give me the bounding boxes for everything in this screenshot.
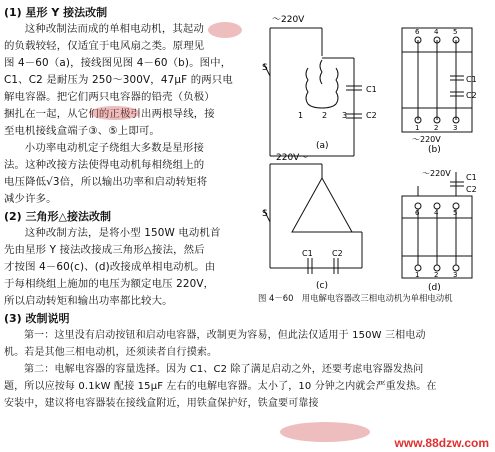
terminal-number: 6 — [415, 28, 420, 36]
watermark-text: www.88dzw.com — [394, 436, 489, 450]
terminal-number: 4 — [434, 209, 439, 217]
stain-mark — [280, 422, 370, 442]
section2-line: 所以启动转矩和输出功率都比较大。 — [4, 295, 173, 307]
winding-number: 3 — [342, 111, 348, 120]
section2-line: 先由星形 Y 接法改接成三角形△接法，然后 — [4, 244, 205, 256]
terminal-number: 1 — [415, 124, 420, 132]
left-column — [4, 4, 262, 310]
section1-line: 解电容器。把它们两只电容器的铅壳（负极） — [4, 91, 215, 103]
figure-label-c: (c) — [316, 281, 328, 291]
figure-caption: 图 4－60 用电解电容器改三相电动机为单相电动机 — [258, 293, 453, 303]
stain-mark — [90, 106, 140, 120]
capacitor-label-c2-b: C2 — [466, 91, 477, 100]
winding-number: 1 — [298, 111, 304, 120]
voltage-label-d: ～220V — [422, 169, 451, 178]
figure-label-b: (b) — [428, 145, 441, 155]
section1-line: C1、C2 是耐压为 250～300V，47μF 的两只电 — [4, 74, 233, 86]
terminal-number: 2 — [434, 124, 439, 132]
terminal-number: 2 — [434, 271, 439, 279]
terminal-number: 3 — [453, 271, 458, 279]
terminal-number: 1 — [415, 271, 420, 279]
circuit-diagrams — [262, 6, 494, 292]
section1-heading: (1) 星形 Y 接法改制 — [4, 6, 108, 19]
section3-line: 第二：电解电容器的容量选择。因为 C1、C2 除了满足启动之外，还要考虑电容器发热问 — [24, 364, 424, 375]
section3 — [4, 310, 492, 412]
voltage-label-c: 220V～ — [276, 153, 309, 163]
capacitor-label-c2-a: C2 — [366, 111, 377, 120]
section1-line: 捆扎在一起，从它们的正极引出两根导线，接 — [4, 108, 215, 120]
terminal-number: 3 — [453, 124, 458, 132]
section1-line: 的负载较轻，仅适宜于电风扇之类。原理见 — [4, 40, 205, 52]
terminal-number: 5 — [453, 28, 458, 36]
stain-mark — [208, 22, 242, 38]
capacitor-label-c1-d: C1 — [466, 173, 477, 182]
winding-number: 2 — [322, 111, 328, 120]
voltage-label-a: ～220V — [272, 15, 305, 25]
terminal-number: 5 — [453, 209, 458, 217]
para2-line: 减少许多。 — [4, 193, 57, 205]
terminal-number: 4 — [434, 28, 439, 36]
section3-line: 第一：这里没有启动按钮和启动电容器，改制更为容易，但此法仅适用于 150W 三相电动 — [24, 330, 426, 341]
figure-label-d: (d) — [428, 283, 441, 292]
section3-line: 安装中，建议将电容器装在接线盒附近，用铁盒保护好，铁盒要可靠接 — [4, 398, 319, 409]
capacitor-label-c1-a: C1 — [366, 85, 377, 94]
capacitor-label-c2-d: C2 — [466, 185, 477, 194]
capacitor-label-c2-c: C2 — [332, 249, 343, 258]
section2-line: 这种改制方法，是将小型 150W 电动机首 — [24, 227, 221, 239]
voltage-label-b: ～220V — [412, 135, 441, 144]
section1-line: 至电机接线盒端子③、⑤上即可。 — [4, 125, 160, 137]
figure-panel — [262, 6, 494, 306]
para2-line: 法。这种改接方法使得电动机每相绕组上的 — [4, 159, 205, 171]
section2-line: 于每相绕组上施加的电压为额定电压 220V， — [4, 278, 215, 290]
switch-label-c: S — [262, 209, 268, 219]
para2-line: 电压降低√3倍，所以输出功率和启动转矩将 — [4, 176, 208, 188]
section1-line: 图 4－60（a)，接线图见图 4－60（b)。图中， — [4, 57, 232, 69]
capacitor-label-c1-c: C1 — [302, 249, 313, 258]
switch-label-a: S — [262, 63, 268, 73]
para2-line: 小功率电动机定子绕组大多数是星形接 — [24, 142, 204, 154]
section2-heading: (2) 三角形△接法改制 — [4, 210, 111, 223]
figure-label-a: (a) — [316, 141, 329, 151]
terminal-number: 6 — [415, 209, 420, 217]
section2-line: 才按图 4－60(c)、(d)改接成单相电动机。由 — [4, 261, 216, 273]
section3-line: 机。若是其他三相电动机，还须读者自行摸索。 — [4, 347, 218, 358]
section3-heading: (3) 改制说明 — [4, 312, 70, 325]
capacitor-label-c1-b: C1 — [466, 75, 477, 84]
section3-line: 题，所以应按每 0.1kW 配接 15μF 左右的电解电容器。太小了，10 分钟之内就会严重发热。在 — [4, 381, 437, 392]
section1-line: 这种改制法而成的单相电动机，其起动 — [24, 23, 204, 35]
